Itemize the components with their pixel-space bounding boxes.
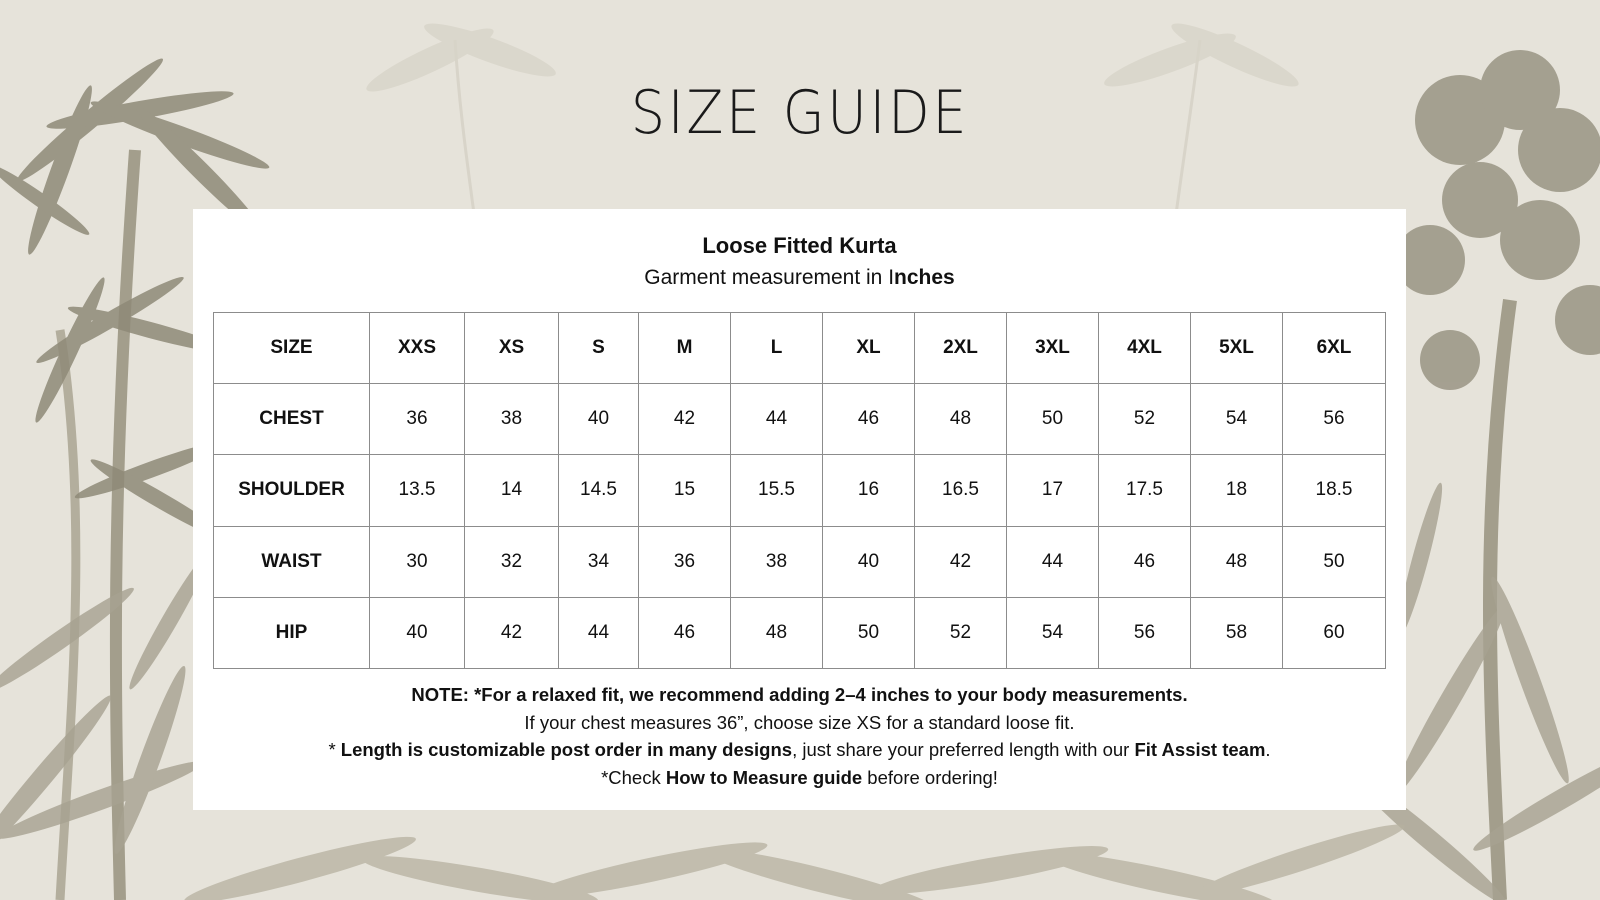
table-cell: 46 bbox=[823, 384, 915, 455]
table-cell: 46 bbox=[1099, 526, 1191, 597]
row-label: SHOULDER bbox=[214, 455, 370, 526]
size-col-xl: XL bbox=[823, 313, 915, 384]
table-cell: 56 bbox=[1283, 384, 1386, 455]
table-cell: 38 bbox=[465, 384, 559, 455]
row-label: HIP bbox=[214, 597, 370, 668]
table-cell: 58 bbox=[1191, 597, 1283, 668]
note-label: NOTE: bbox=[411, 684, 469, 705]
measurement-unit-caption bbox=[193, 266, 1406, 290]
table-cell: 32 bbox=[465, 526, 559, 597]
caption-prefix: Garment measurement in I bbox=[644, 266, 895, 289]
table-cell: 52 bbox=[1099, 384, 1191, 455]
table-cell: 42 bbox=[915, 526, 1007, 597]
table-cell: 18.5 bbox=[1283, 455, 1386, 526]
table-cell: 44 bbox=[731, 384, 823, 455]
note-length-bold: Length is customizable post order in many designs bbox=[340, 739, 793, 760]
table-cell: 40 bbox=[823, 526, 915, 597]
table-header-row bbox=[214, 313, 1386, 384]
table-cell: 42 bbox=[465, 597, 559, 668]
size-header: SIZE bbox=[214, 313, 370, 384]
table-cell: 40 bbox=[370, 597, 465, 668]
size-col-l: L bbox=[731, 313, 823, 384]
table-cell: 36 bbox=[639, 526, 731, 597]
note-check-prefix: *Check bbox=[601, 766, 666, 788]
table-cell: 46 bbox=[639, 597, 731, 668]
table-row-hip bbox=[214, 597, 1386, 668]
table-cell: 30 bbox=[370, 526, 465, 597]
note-period: . bbox=[1265, 739, 1271, 760]
table-cell: 14.5 bbox=[559, 455, 639, 526]
product-name: Loose Fitted Kurta bbox=[702, 233, 897, 258]
table-cell: 60 bbox=[1283, 597, 1386, 668]
table-cell: 52 bbox=[915, 597, 1007, 668]
table-cell: 54 bbox=[1007, 597, 1099, 668]
size-col-2xl: 2XL bbox=[915, 313, 1007, 384]
table-cell: 34 bbox=[559, 526, 639, 597]
table-cell: 16.5 bbox=[915, 455, 1007, 526]
note-length-text: , just share your preferred length with our bbox=[792, 739, 1135, 760]
note-relaxed-fit bbox=[193, 681, 1406, 709]
note-text: *For a relaxed fit, we recommend adding 2–4 inches to your body measurements. bbox=[468, 684, 1188, 705]
size-col-3xl: 3XL bbox=[1007, 313, 1099, 384]
table-cell: 36 bbox=[370, 384, 465, 455]
table-cell: 40 bbox=[559, 384, 639, 455]
page-title: SIZE GUIDE bbox=[630, 78, 970, 148]
table-cell: 48 bbox=[731, 597, 823, 668]
table-cell: 17.5 bbox=[1099, 455, 1191, 526]
table-cell: 15.5 bbox=[731, 455, 823, 526]
table-cell: 18 bbox=[1191, 455, 1283, 526]
table-cell: 15 bbox=[639, 455, 731, 526]
table-cell: 42 bbox=[639, 384, 731, 455]
table-cell: 44 bbox=[1007, 526, 1099, 597]
note-measure-guide bbox=[193, 764, 1406, 792]
table-row-waist bbox=[214, 526, 1386, 597]
table-cell: 50 bbox=[1007, 384, 1099, 455]
size-col-xs: XS bbox=[465, 313, 559, 384]
table-cell: 56 bbox=[1099, 597, 1191, 668]
table-cell: 16 bbox=[823, 455, 915, 526]
table-cell: 50 bbox=[1283, 526, 1386, 597]
row-label: CHEST bbox=[214, 384, 370, 455]
table-cell: 13.5 bbox=[370, 455, 465, 526]
table-cell: 48 bbox=[915, 384, 1007, 455]
note-bullet: * bbox=[328, 739, 341, 760]
size-col-m: M bbox=[639, 313, 731, 384]
size-chart-card bbox=[193, 209, 1406, 810]
table-cell: 17 bbox=[1007, 455, 1099, 526]
note-chest-example: If your chest measures 36”, choose size XS for a standard loose fit. bbox=[524, 711, 1075, 733]
size-col-5xl: 5XL bbox=[1191, 313, 1283, 384]
note-check-end: before ordering! bbox=[862, 766, 998, 788]
how-to-measure-guide: How to Measure guide bbox=[665, 766, 863, 788]
table-row-chest bbox=[214, 384, 1386, 455]
table-row-shoulder bbox=[214, 455, 1386, 526]
notes-block bbox=[193, 681, 1406, 791]
table-cell: 50 bbox=[823, 597, 915, 668]
table-cell: 54 bbox=[1191, 384, 1283, 455]
table-cell: 38 bbox=[731, 526, 823, 597]
table-cell: 44 bbox=[559, 597, 639, 668]
note-length bbox=[193, 736, 1406, 764]
size-col-xxs: XXS bbox=[370, 313, 465, 384]
fit-assist-team: Fit Assist team bbox=[1134, 739, 1266, 760]
table-cell: 14 bbox=[465, 455, 559, 526]
caption-unit: nches bbox=[894, 266, 955, 289]
row-label: WAIST bbox=[214, 526, 370, 597]
table-cell: 48 bbox=[1191, 526, 1283, 597]
size-col-4xl: 4XL bbox=[1099, 313, 1191, 384]
size-col-s: S bbox=[559, 313, 639, 384]
size-table bbox=[213, 312, 1386, 669]
size-col-6xl: 6XL bbox=[1283, 313, 1386, 384]
